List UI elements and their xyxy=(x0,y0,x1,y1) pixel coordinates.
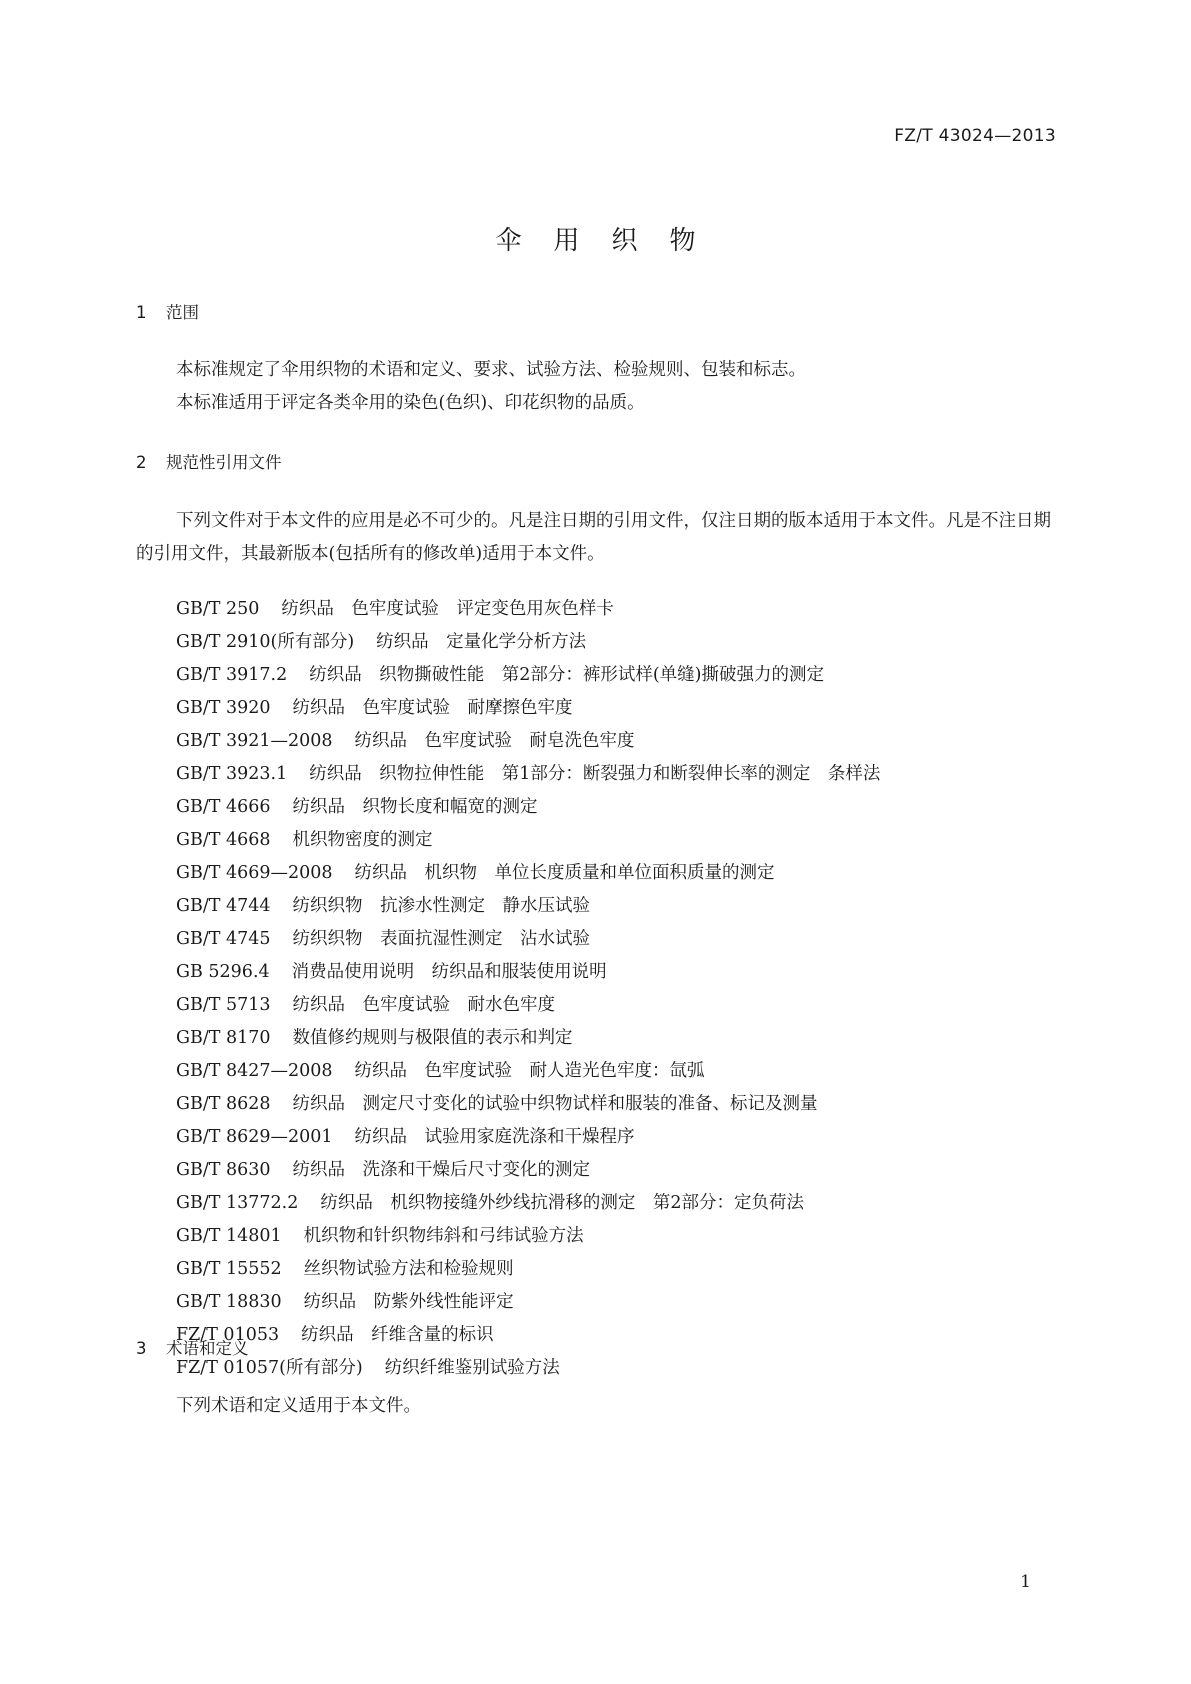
reference-title: 机织物和针织物纬斜和弓纬试验方法 xyxy=(303,1226,584,1246)
reference-item xyxy=(176,1319,880,1352)
reference-code: GB/T 13772.2 xyxy=(176,1193,299,1213)
reference-code: GB/T 18830 xyxy=(176,1292,282,1312)
section-heading-terms-definitions xyxy=(136,1338,249,1360)
reference-title: 纺织品 试验用家庭洗涤和干燥程序 xyxy=(354,1127,635,1147)
section-heading-normative-references xyxy=(136,452,282,474)
reference-code: GB/T 250 xyxy=(176,599,260,619)
reference-code: GB/T 5713 xyxy=(176,995,271,1015)
reference-item xyxy=(176,791,880,824)
reference-title: 纺织品 机织物接缝外纱线抗滑移的测定 第2部分：定负荷法 xyxy=(320,1193,804,1213)
reference-title: 纺织品 定量化学分析方法 xyxy=(376,632,587,652)
reference-item xyxy=(176,1088,880,1121)
reference-title: 丝织物试验方法和检验规则 xyxy=(303,1259,514,1279)
reference-item xyxy=(176,956,880,989)
reference-title: 纺织品 色牢度试验 耐皂洗色牢度 xyxy=(354,731,635,751)
document-code: FZ/T 43024—2013 xyxy=(894,126,1056,146)
references-intro-paragraph: 下列文件对于本文件的应用是必不可少的。凡是注日期的引用文件，仅注日期的版本适用于本文件。凡是不注日期的引用文件，其最新版本(包括所有的修改单)适用于本文件。 xyxy=(136,511,1051,564)
reference-item xyxy=(176,857,880,890)
reference-title: 纺织品 织物长度和幅宽的测定 xyxy=(292,797,538,817)
reference-item xyxy=(176,725,880,758)
reference-item xyxy=(176,989,880,1022)
reference-title: 机织物密度的测定 xyxy=(292,830,433,850)
reference-title: 纺织品 色牢度试验 评定变色用灰色样卡 xyxy=(281,599,614,619)
reference-title: 数值修约规则与极限值的表示和判定 xyxy=(292,1028,573,1048)
reference-item xyxy=(176,1286,880,1319)
reference-code: GB/T 4745 xyxy=(176,929,271,949)
reference-item xyxy=(176,1121,880,1154)
reference-item xyxy=(176,890,880,923)
reference-title: 纺织品 色牢度试验 耐水色牢度 xyxy=(292,995,556,1015)
reference-item xyxy=(176,758,880,791)
terms-intro-paragraph: 下列术语和定义适用于本文件。 xyxy=(176,1396,421,1416)
section-heading-scope xyxy=(136,302,199,324)
reference-code: GB/T 4744 xyxy=(176,896,271,916)
reference-title: 纺织织物 表面抗湿性测定 沾水试验 xyxy=(292,929,591,949)
reference-item xyxy=(176,659,880,692)
reference-code: GB/T 8629—2001 xyxy=(176,1127,333,1147)
reference-code: GB/T 8630 xyxy=(176,1160,271,1180)
reference-code: GB/T 3923.1 xyxy=(176,764,288,784)
reference-title: 纺织品 色牢度试验 耐摩擦色牢度 xyxy=(292,698,573,718)
section-number: 3 xyxy=(136,1339,147,1358)
section-title: 范围 xyxy=(166,303,199,322)
reference-title: 纺织品 色牢度试验 耐人造光色牢度：氙弧 xyxy=(354,1061,705,1081)
section-number: 1 xyxy=(136,303,147,322)
reference-item xyxy=(176,1055,880,1088)
reference-code: GB/T 4666 xyxy=(176,797,271,817)
reference-item xyxy=(176,824,880,857)
reference-title: 纺织品 织物撕破性能 第2部分：裤形试样(单缝)撕破强力的测定 xyxy=(309,665,825,685)
reference-list xyxy=(176,593,880,1385)
reference-code: GB/T 8628 xyxy=(176,1094,271,1114)
reference-code: GB/T 14801 xyxy=(176,1226,282,1246)
reference-item xyxy=(176,1154,880,1187)
reference-item xyxy=(176,1022,880,1055)
reference-title: 纺织品 测定尺寸变化的试验中织物试样和服装的准备、标记及测量 xyxy=(292,1094,818,1114)
reference-code: GB/T 3920 xyxy=(176,698,271,718)
reference-item xyxy=(176,1220,880,1253)
reference-title: 纺织品 洗涤和干燥后尺寸变化的测定 xyxy=(292,1160,591,1180)
reference-title: 纺织品 防紫外线性能评定 xyxy=(303,1292,514,1312)
reference-title: 纺织品 织物拉伸性能 第1部分：断裂强力和断裂伸长率的测定 条样法 xyxy=(309,764,881,784)
reference-code: GB/T 3917.2 xyxy=(176,665,288,685)
reference-code: GB/T 4669—2008 xyxy=(176,863,333,883)
reference-title: 纺织纤维鉴别试验方法 xyxy=(384,1358,560,1378)
scope-paragraph: 本标准规定了伞用织物的术语和定义、要求、试验方法、检验规则、包装和标志。 xyxy=(176,360,806,380)
reference-title: 纺织品 机织物 单位长度质量和单位面积质量的测定 xyxy=(354,863,775,883)
reference-item xyxy=(176,1352,880,1385)
reference-item xyxy=(176,593,880,626)
reference-item xyxy=(176,923,880,956)
reference-title: 消费品使用说明 纺织品和服装使用说明 xyxy=(291,962,607,982)
reference-code: GB/T 8427—2008 xyxy=(176,1061,333,1081)
reference-item xyxy=(176,692,880,725)
section-title: 规范性引用文件 xyxy=(166,453,282,472)
reference-code: GB/T 4668 xyxy=(176,830,271,850)
reference-item xyxy=(176,626,880,659)
reference-code: GB/T 2910(所有部分) xyxy=(176,632,355,652)
section-title: 术语和定义 xyxy=(166,1339,249,1358)
reference-code: GB 5296.4 xyxy=(176,962,270,982)
reference-code: GB/T 15552 xyxy=(176,1259,282,1279)
reference-title: 纺织织物 抗渗水性测定 静水压试验 xyxy=(292,896,591,916)
reference-code: FZ/T 01057(所有部分) xyxy=(176,1358,363,1378)
reference-item xyxy=(176,1253,880,1286)
reference-code: GB/T 8170 xyxy=(176,1028,271,1048)
reference-title: 纺织品 纤维含量的标识 xyxy=(301,1325,494,1345)
scope-paragraph: 本标准适用于评定各类伞用的染色(色织)、印花织物的品质。 xyxy=(176,393,645,413)
section-number: 2 xyxy=(136,453,147,472)
reference-item xyxy=(176,1187,880,1220)
reference-code: GB/T 3921—2008 xyxy=(176,731,333,751)
page-number: 1 xyxy=(1020,1572,1031,1592)
reference-code: FZ/T 01053 xyxy=(176,1325,280,1345)
document-title: 伞用织物 xyxy=(495,226,728,256)
